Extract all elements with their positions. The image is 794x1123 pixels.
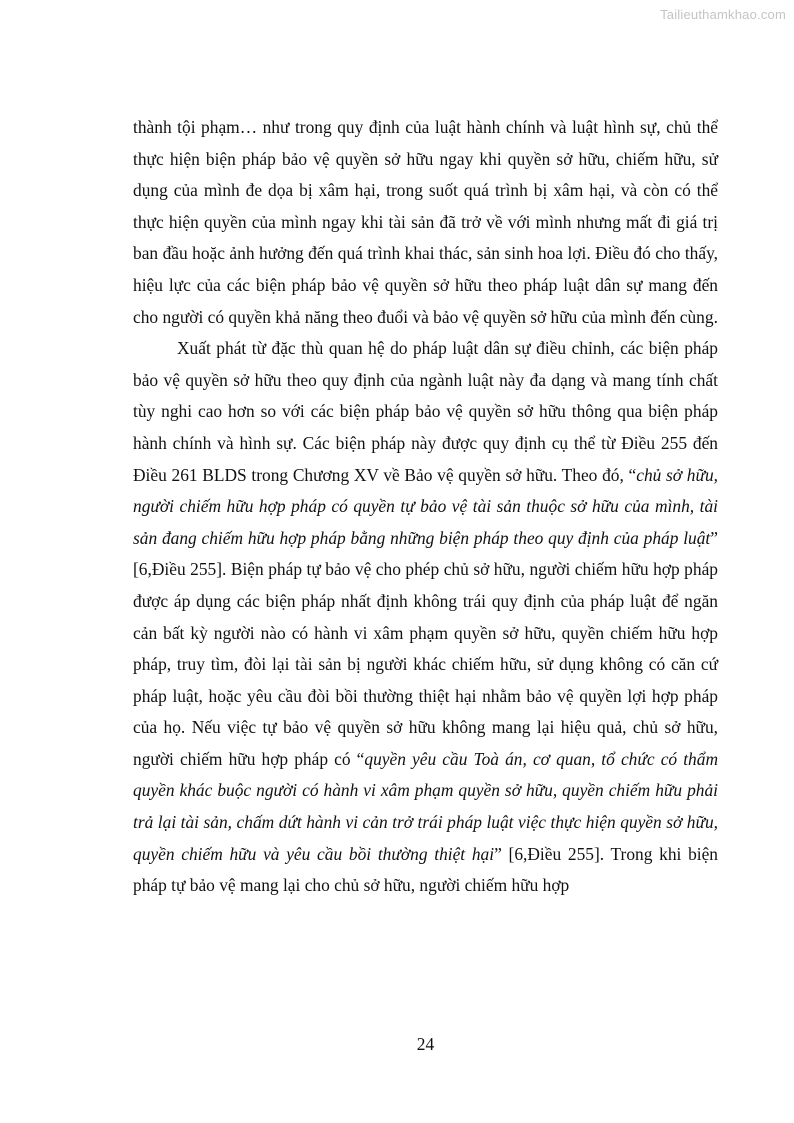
quote-article-255-court-request: quyền yêu cầu Toà án, cơ quan, tổ chức có thẩm quyền khác buộc người có hành vi xâm phạm quyền sở hữu, quyền chiếm hữu phải trả lại tài sản, chấm dứt hành vi cản trở trái pháp luật việc thực hiện quyền sở hữu, quyền chiếm hữu và yêu cầu bồi thường thiệt hại: [133, 748, 719, 864]
paragraph-2-text-b: ” [6,Điều 255]. Biện pháp tự bảo vệ cho phép chủ sở hữu, người chiếm hữu hợp pháp được áp dụng các biện pháp nhất định không trái quy định của pháp luật để ngăn cản bất kỳ người nào có hành vi xâm phạm quyền sở hữu, quyền chiếm hữu hợp pháp, truy tìm, đòi lại tài sản bị người khác chiếm hữu, sử dụng không có căn cứ pháp luật, hoặc yêu cầu đòi bồi thường thiệt hại nhằm bảo vệ quyền lợi hợp pháp của họ. Nếu việc tự bảo vệ quyền sở hữu không mang lại hiệu quả, chủ sở hữu, người chiếm hữu hợp pháp có “: [133, 527, 718, 769]
watermark-text: Tailieuthamkhao.com: [660, 7, 786, 22]
paragraph-1-text: thành tội phạm… như trong quy định của luật hành chính và luật hình sự, chủ thể thực hiện biện pháp bảo vệ quyền sở hữu ngay khi quyền sở hữu, chiếm hữu, sử dụng của mình đe dọa bị xâm hại, trong suốt quá trình bị xâm hại, và còn có thể thực hiện quyền của mình ngay khi tài sản đã trở về với mình nhưng mất đi giá trị ban đầu hoặc ảnh hưởng đến quá trình khai thác, sản sinh hoa lợi. Điều đó cho thấy, hiệu lực của các biện pháp bảo vệ quyền sở hữu theo pháp luật dân sự mang đến cho người có quyền khả năng theo đuổi và bảo vệ quyền sở hữu của mình đến cùng.: [133, 117, 718, 327]
paragraph-2: [133, 333, 718, 902]
paragraph-2-text-c: ” [6,Điều 255]. Trong khi biện pháp tự bảo vệ mang lại cho chủ sở hữu, người chiếm hữu hợp: [133, 843, 719, 896]
page-number: 24: [416, 1034, 435, 1054]
document-body: [133, 112, 718, 902]
paragraph-2-text-a: Xuất phát từ đặc thù quan hệ do pháp luật dân sự điều chỉnh, các biện pháp bảo vệ quyền sở hữu theo quy định của ngành luật này đa dạng và mang tính chất tùy nghi cao hơn so với các biện pháp bảo vệ quyền sở hữu thông qua biện pháp hành chính và hình sự. Các biện pháp này được quy định cụ thể từ Điều 255 đến Điều 261 BLDS trong Chương XV về Bảo vệ quyền sở hữu. Theo đó, “: [133, 338, 718, 485]
quote-article-255-self-protection: chủ sở hữu, người chiếm hữu hợp pháp có quyền tự bảo vệ tài sản thuộc sở hữu của mình, tài sản đang chiếm hữu hợp pháp bằng những biện pháp theo quy định của pháp luật: [133, 464, 718, 548]
paragraph-1: [133, 112, 718, 333]
